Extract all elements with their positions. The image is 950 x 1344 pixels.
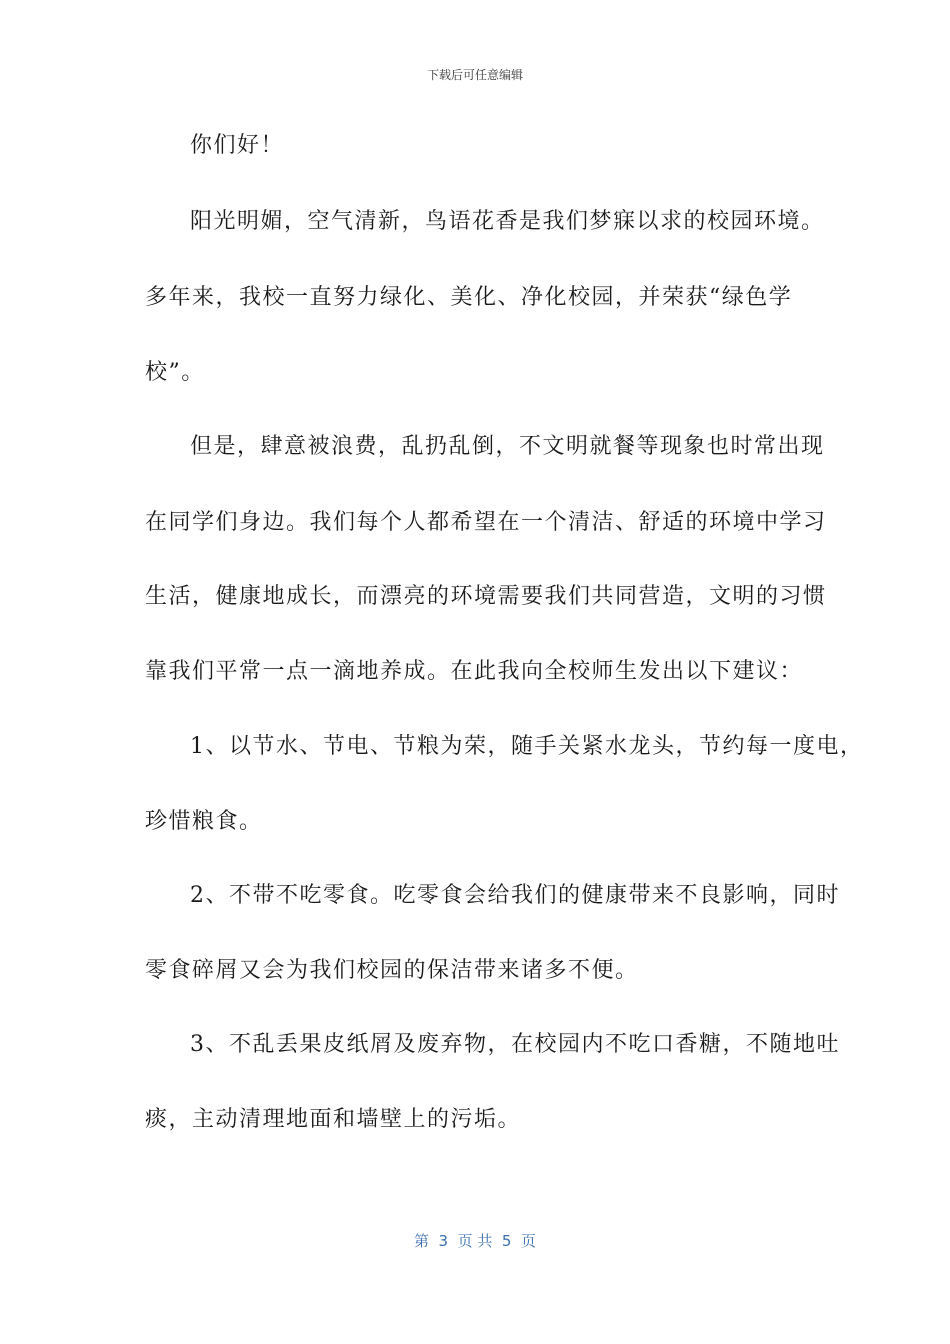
- greeting-line: 你们好！: [190, 133, 285, 158]
- paragraph-2-line-1: 但是，肆意被浪费，乱扔乱倒，不文明就餐等现象也时常出现: [190, 434, 825, 459]
- suggestion-1-line-2: 珍惜粮食。: [145, 809, 263, 834]
- paragraph-1-line-3: 校”。: [145, 360, 205, 385]
- suggestion-1-line-1: 1、以节水、节电、节粮为荣，随手关紧水龙头，节约每一度电，: [190, 734, 864, 759]
- paragraph-1-line-1: 阳光明媚，空气清新，鸟语花香是我们梦寐以求的校园环境。: [190, 209, 825, 234]
- paragraph-2-line-2: 在同学们身边。我们每个人都希望在一个清洁、舒适的环境中学习: [145, 510, 827, 535]
- suggestion-2-line-1: 2、不带不吃零食。吃零食会给我们的健康带来不良影响，同时: [190, 883, 840, 908]
- paragraph-2-line-4: 靠我们平常一点一滴地养成。在此我向全校师生发出以下建议：: [145, 659, 804, 684]
- paragraph-1-line-2: 多年来，我校一直努力绿化、美化、净化校园，并荣获“绿色学: [145, 285, 793, 310]
- suggestion-2-line-2: 零食碎屑又会为我们校园的保洁带来诸多不便。: [145, 958, 639, 983]
- suggestion-3-line-1: 3、不乱丢果皮纸屑及废弃物，在校园内不吃口香糖，不随地吐: [190, 1032, 840, 1057]
- paragraph-2-line-3: 生活，健康地成长，而漂亮的环境需要我们共同营造，文明的习惯: [145, 584, 827, 609]
- page-number: 第 3 页 共 5 页: [414, 1232, 536, 1250]
- suggestion-3-line-2: 痰，主动清理地面和墙壁上的污垢。: [145, 1107, 522, 1132]
- page-header: 下载后可任意编辑: [426, 68, 523, 82]
